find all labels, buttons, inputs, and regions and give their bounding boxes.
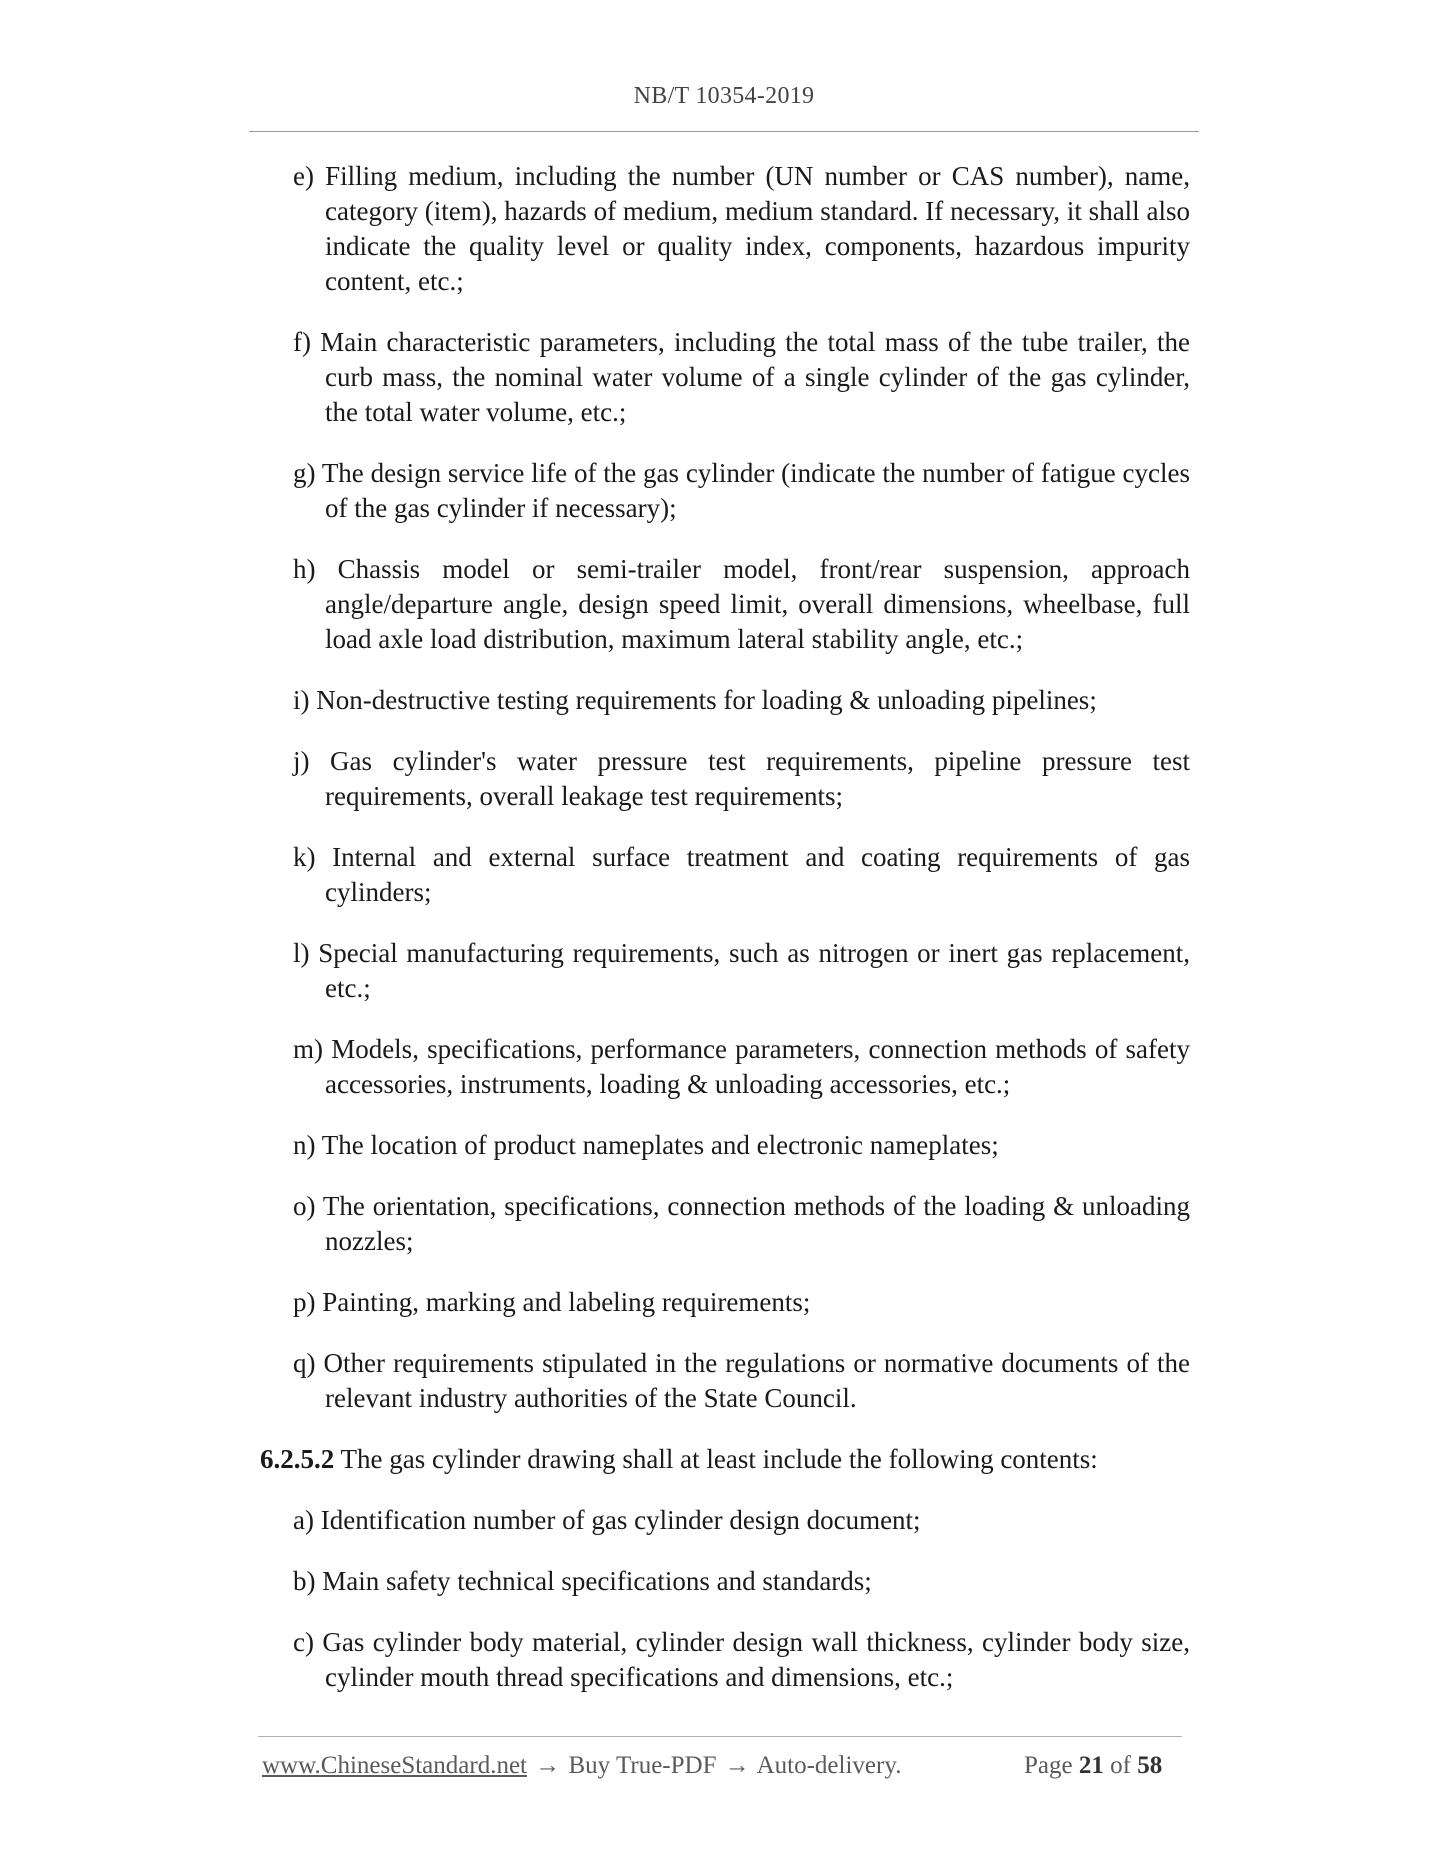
list-item-g: g) The design service life of the gas cylinder (indicate the number of fatigue cycles of the gas cylinder if necessary); — [293, 458, 1190, 523]
list-item-m: m) Models, specifications, performance parameters, connection methods of safety accessories, instruments, loading & unloading accessories, etc.; — [293, 1034, 1190, 1099]
list-item-o: o) The orientation, specifications, connection methods of the loading & unloading nozzles; — [293, 1191, 1190, 1256]
list-item-n: n) The location of product nameplates and electronic nameplates; — [293, 1130, 999, 1160]
document-id: NB/T 10354-2019 — [633, 83, 815, 109]
page-current: 21 — [1078, 1752, 1104, 1779]
site-link[interactable]: www.ChineseStandard.net — [262, 1752, 527, 1779]
drawing-item-b: b) Main safety technical specifications and standards; — [293, 1566, 872, 1596]
auto-delivery-text: Auto-delivery. — [756, 1752, 902, 1779]
header-divider — [249, 131, 1199, 132]
page-of: of — [1110, 1752, 1131, 1779]
footer-divider — [258, 1736, 1182, 1737]
buy-pdf-text: Buy True-PDF — [568, 1752, 717, 1779]
page-total: 58 — [1137, 1752, 1163, 1779]
page-number — [1024, 1752, 1162, 1780]
drawing-item-c: c) Gas cylinder body material, cylinder design wall thickness, cylinder body size, cylinder mouth thread specifications and dimensions, etc.; — [293, 1627, 1190, 1692]
list-item-i: i) Non-destructive testing requirements for loading & unloading pipelines; — [293, 685, 1097, 715]
list-item-f: f) Main characteristic parameters, including the total mass of the tube trailer, the curb mass, the nominal water volume of a single cylinder of the gas cylinder, the total water volume, etc.; — [293, 327, 1190, 427]
drawing-item-a: a) Identification number of gas cylinder design document; — [293, 1505, 921, 1535]
clause-number: 6.2.5.2 — [260, 1444, 335, 1474]
arrow-right-icon: → — [724, 1752, 750, 1779]
footer-links — [262, 1752, 901, 1780]
page-body — [260, 159, 1190, 1721]
list-item-j: j) Gas cylinder's water pressure test requirements, pipeline pressure test requirements, overall leakage test requirements; — [293, 746, 1190, 811]
arrow-right-icon: → — [535, 1752, 561, 1779]
document-header — [249, 83, 1199, 110]
list-item-l: l) Special manufacturing requirements, such as nitrogen or inert gas replacement, etc.; — [293, 938, 1190, 1003]
clause-text: The gas cylinder drawing shall at least include the following contents: — [334, 1444, 1098, 1474]
list-item-k: k) Internal and external surface treatment and coating requirements of gas cylinders; — [293, 842, 1190, 907]
clause-6-2-5-2 — [260, 1442, 1190, 1477]
list-item-p: p) Painting, marking and labeling requirements; — [293, 1287, 811, 1317]
list-item-h: h) Chassis model or semi-trailer model, front/rear suspension, approach angle/departure angle, design speed limit, overall dimensions, wheelbase, full load axle load distribution, maximum lateral stability angle, etc.; — [293, 554, 1190, 654]
list-item-q: q) Other requirements stipulated in the regulations or normative documents of the relevant industry authorities of the State Council. — [293, 1348, 1190, 1413]
list-item-e: e) Filling medium, including the number (UN number or CAS number), name, category (item), hazards of medium, medium standard. If necessary, it shall also indicate the quality level or quality index, components, hazardous impurity content, etc.; — [293, 161, 1190, 296]
page-label: Page — [1024, 1752, 1073, 1779]
